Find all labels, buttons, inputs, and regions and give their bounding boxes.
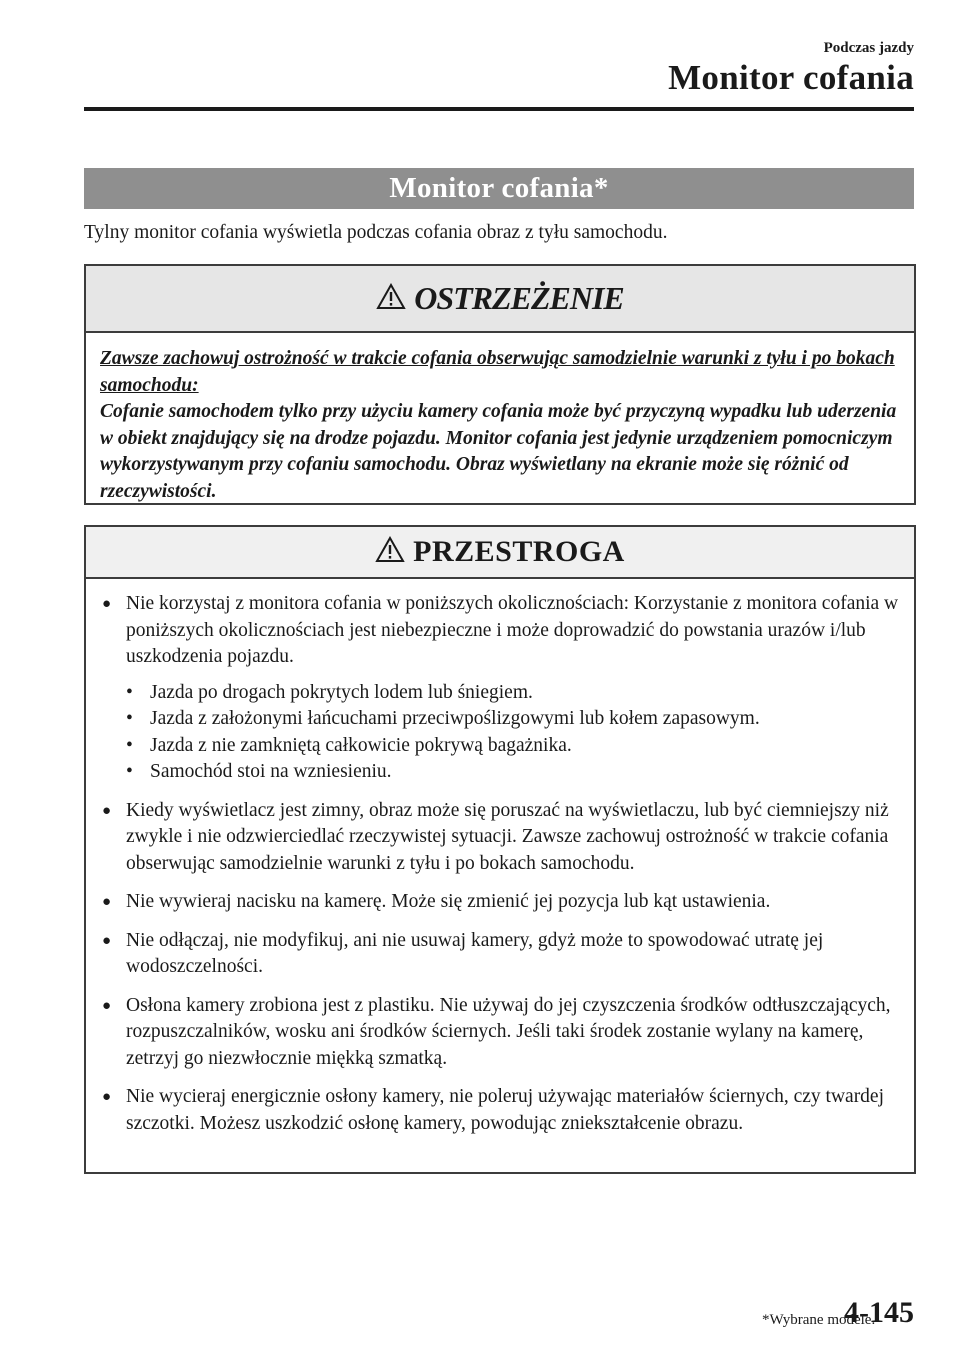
warning-text: Cofanie samochodem tylko przy użyciu kamery cofania może być przyczyną wypadku lub uderzenia w obiekt znajdujący się na drodze pojazdu. Monitor cofania jest jedynie urządzeniem pomocniczym wykorzystywanym przy cofaniu samochodu. Obraz wyświetlany na ekranie może się różnić od rzeczywistości. — [100, 401, 897, 502]
page-number: 4-145 — [844, 1296, 914, 1329]
intro-paragraph: Tylny monitor cofania wyświetla podczas cofania obraz z tyłu samochodu. — [84, 222, 668, 243]
caution-item-text: Nie wycieraj energicznie osłony kamery, nie poleruj używając materiałów ściernych, czy twardej szczotki. Możesz uszkodzić osłonę kamery, powodując zniekształcenie obrazu. — [126, 1086, 885, 1134]
warning-body — [86, 333, 914, 505]
bullet-icon: ● — [102, 802, 112, 819]
sub-bullet-icon: • — [126, 681, 133, 703]
caution-item-text: Kiedy wyświetlacz jest zimny, obraz może się poruszać na wyświetlaczu, lub być ciemniejszy niż zwykle i nie odzwierciedlać rzeczywistej sytuacji. Zawsze zachowuj ostrożność w trakcie cofania obserwując samodzielnie warunki z tyłu i po bokach samochodu. — [126, 799, 889, 874]
caution-header — [86, 527, 914, 579]
sub-bullet-icon: • — [126, 761, 133, 782]
caution-item-text: Nie korzystaj z monitora cofania w poniższych okolicznościach: Korzystanie z monitora cofania w poniższych okolicznościach jest niebezpieczne i może doprowadzić do powstania urazów i/lub uszkodzenia pojazdu. — [126, 593, 899, 667]
warning-box — [84, 264, 916, 505]
sublist-item: • Samochód stoi na wzniesieniu. — [126, 759, 900, 786]
footnote: *Wybrane modele. — [762, 1312, 876, 1328]
caution-item-text: Nie wywieraj nacisku na kamerę. Może się zmienić jej pozycja lub kąt ustawienia. — [126, 891, 771, 912]
caution-item — [100, 928, 900, 981]
caution-box — [84, 525, 916, 1174]
sublist-item: • Jazda z założonymi łańcuchami przeciwpoślizgowymi lub kołem zapasowym. — [126, 706, 900, 733]
bullet-icon: ● — [102, 1089, 112, 1105]
running-header-title: Monitor cofania — [668, 58, 914, 97]
caution-item — [100, 1084, 900, 1137]
warning-underlined-text: Zawsze zachowuj ostrożność w trakcie cofania obserwując samodzielnie warunki z tyłu i po bokach samochodu: — [100, 348, 895, 396]
section-title-bar — [84, 168, 914, 209]
header-rule — [84, 107, 914, 111]
caution-item — [100, 591, 900, 786]
bullet-icon: ● — [102, 932, 112, 949]
caution-item-text: Osłona kamery zrobiona jest z plastiku. Nie używaj do jej czyszczenia środków odtłuszczających, rozpuszczalników, wosku ani środków ściernych. Jeśli taki środek zostanie wylany na kamerę, zetrzyj go niezwłocznie miękką szmatką. — [126, 994, 891, 1069]
sublist-item: • Jazda z nie zamkniętą całkowicie pokrywą bagażnika. — [126, 733, 900, 760]
caution-body — [86, 579, 914, 1137]
caution-item-text: Nie odłączaj, nie modyfikuj, ani nie usuwaj kamery, gdyż może to spowodować utratę jej wodoszczelności. — [126, 929, 824, 977]
sub-bullet-icon: • — [126, 734, 133, 756]
caution-label: PRZESTROGA — [413, 535, 625, 568]
warning-triangle-icon — [376, 283, 406, 315]
bullet-icon: ● — [102, 997, 112, 1014]
bullet-icon: ● — [102, 894, 112, 910]
section-title: Monitor cofania* — [389, 172, 609, 204]
running-header-section: Podczas jazdy — [823, 40, 914, 56]
caution-triangle-icon — [375, 536, 405, 568]
sublist-item: • Jazda po drogach pokrytych lodem lub śniegiem. — [126, 680, 900, 707]
warning-label: OSTRZEŻENIE — [414, 280, 624, 316]
caution-sublist — [126, 680, 900, 786]
bullet-icon: ● — [102, 596, 112, 612]
warning-header — [86, 266, 914, 333]
caution-item — [100, 889, 900, 916]
sub-bullet-icon: • — [126, 708, 133, 729]
caution-item — [100, 993, 900, 1073]
caution-item — [100, 798, 900, 878]
